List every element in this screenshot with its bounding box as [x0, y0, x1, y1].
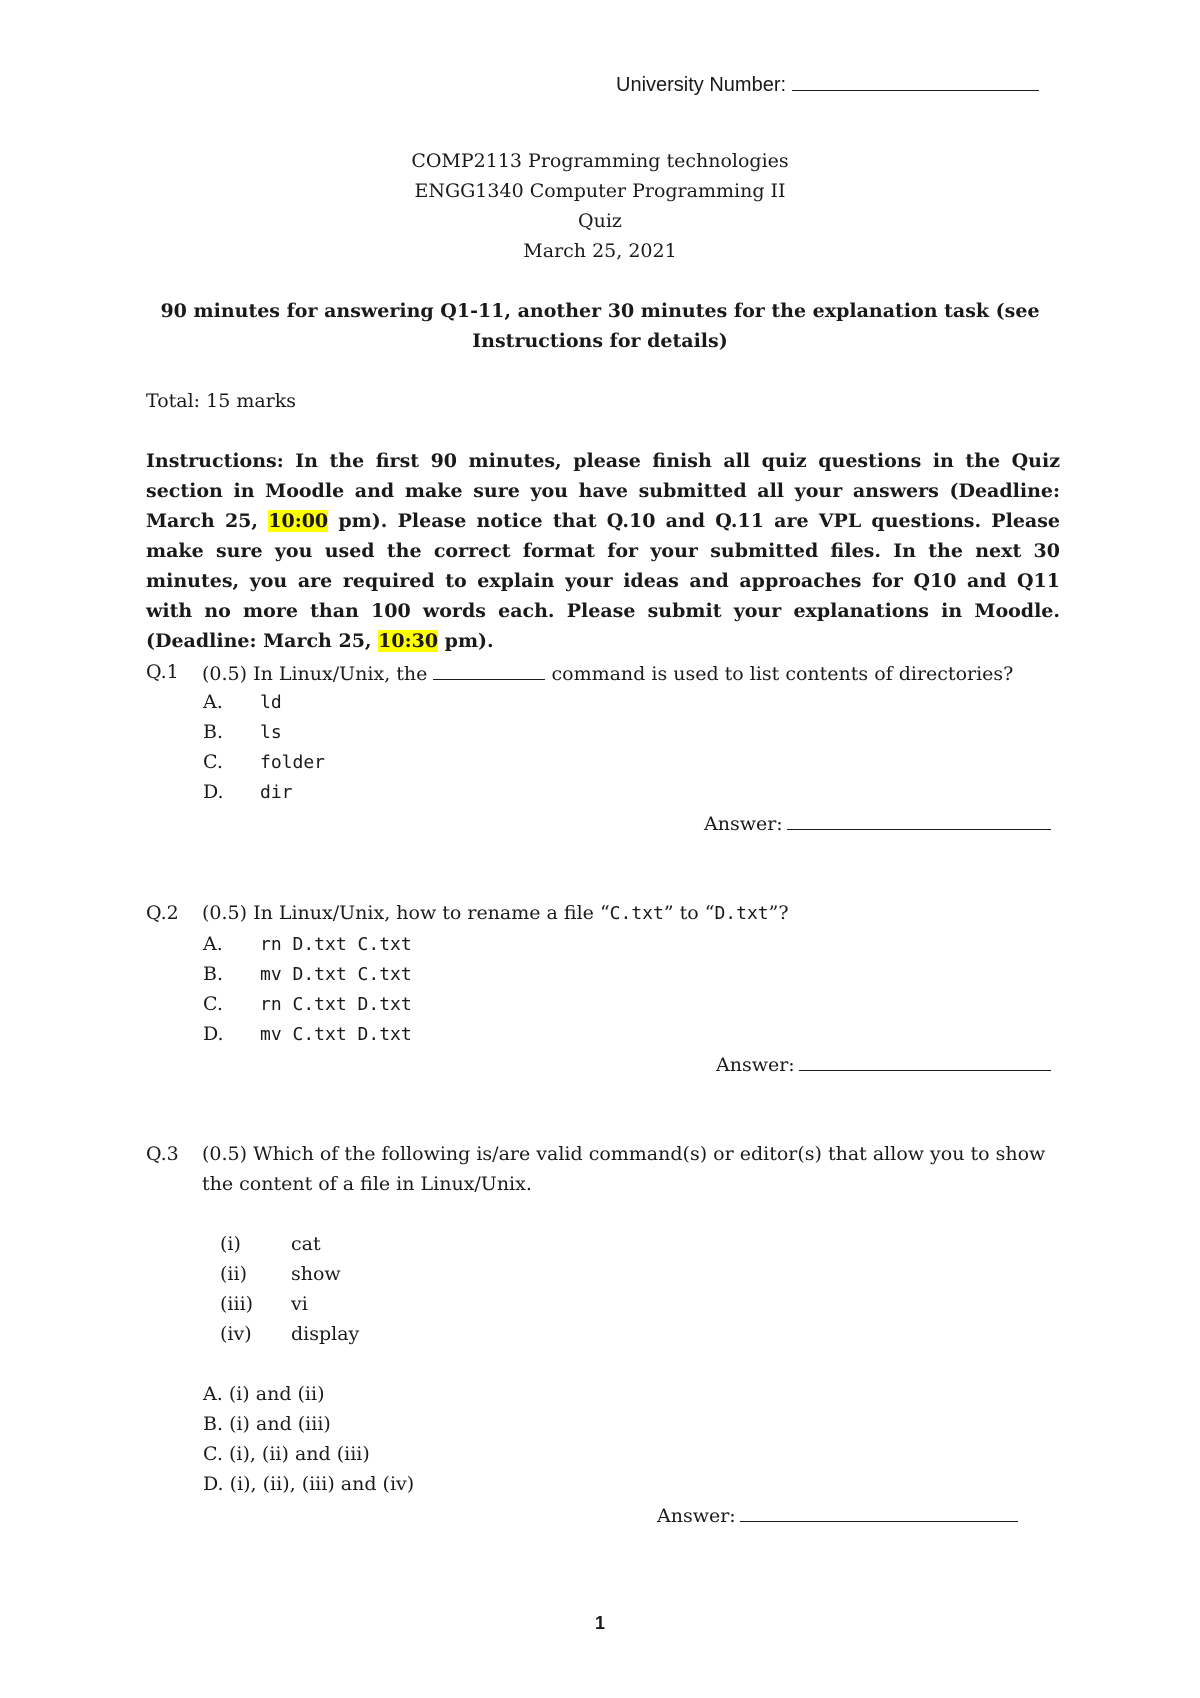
q1-option-d[interactable]: dir: [260, 782, 293, 803]
q3-option-text: (i), (ii) and (iii): [228, 1443, 370, 1465]
q1-option-a[interactable]: ld: [260, 692, 282, 713]
q3-option-text: (i) and (iii): [229, 1413, 331, 1435]
q3-option-letter: C.: [203, 1443, 223, 1465]
page-number: 1: [594, 1613, 605, 1633]
q1-text-before: (0.5) In Linux/Unix, the: [202, 663, 428, 685]
q2-text-before: (0.5) In Linux/Unix, how to rename a file “: [202, 902, 610, 924]
question-text-q3-line-1: (0.5) Which of the following is/are valid command(s) or editor(s) that allow you to show: [202, 1143, 1046, 1165]
q3-option-letter: B.: [203, 1413, 224, 1435]
q2-text-after: ”?: [768, 902, 789, 924]
q1-answer-blank[interactable]: [787, 811, 1051, 830]
assessment-type: Quiz: [578, 210, 622, 232]
q3-option-c[interactable]: [203, 1443, 370, 1465]
q2-option-letter: D.: [203, 1023, 224, 1045]
timing-line-1: 90 minutes for answering Q1-11, another 30 minutes for the explanation task (see: [160, 300, 1040, 322]
q2-code-source: C.txt: [609, 903, 664, 924]
q2-option-c[interactable]: rn C.txt D.txt: [260, 994, 412, 1015]
q1-option-letter: A.: [203, 691, 223, 713]
q3-option-a[interactable]: [203, 1383, 325, 1405]
instructions-part-1: Instructions: In the first 90 minutes, please finish all quiz questions in the Quiz section in Moodle and make sure you have submitted all your answers (Deadline: March 25,: [146, 450, 1060, 532]
q3-option-letter: A.: [203, 1383, 223, 1405]
question-text-q1: [202, 661, 1013, 685]
q3-item-numeral: (i): [220, 1233, 241, 1255]
q2-answer-label: Answer:: [716, 1054, 795, 1076]
q3-answer-field: [657, 1503, 1018, 1527]
q1-text-after: command is used to list contents of directories?: [551, 663, 1014, 685]
q2-option-b[interactable]: mv D.txt C.txt: [260, 964, 412, 985]
q3-option-text: (i), (ii), (iii) and (iv): [229, 1473, 415, 1495]
q2-answer-blank[interactable]: [799, 1052, 1051, 1071]
deadline-highlight-1000: 10:00: [268, 510, 329, 532]
q1-option-c[interactable]: folder: [260, 752, 326, 773]
course-title-comp2113: COMP2113 Programming technologies: [411, 150, 789, 172]
q2-answer-field: [716, 1052, 1051, 1076]
q3-answer-label: Answer:: [657, 1505, 736, 1527]
q3-item-cat: cat: [291, 1233, 321, 1255]
timing-line-2: Instructions for details): [472, 330, 728, 352]
q3-option-text: (i) and (ii): [228, 1383, 325, 1405]
q2-text-mid: ” to “: [663, 902, 715, 924]
q2-code-target: D.txt: [714, 903, 769, 924]
question-number-q2: Q.2: [146, 902, 179, 924]
q3-answer-blank[interactable]: [740, 1503, 1018, 1522]
q1-option-letter: B.: [203, 721, 224, 743]
university-number-blank[interactable]: [792, 72, 1039, 91]
question-text-q2: [202, 902, 789, 924]
university-number-label: University Number:: [616, 74, 787, 96]
assessment-date: March 25, 2021: [523, 240, 677, 262]
q1-option-letter: D.: [203, 781, 224, 803]
q3-item-vi: vi: [291, 1293, 308, 1315]
total-marks: Total: 15 marks: [146, 390, 297, 412]
q2-option-a[interactable]: rn D.txt C.txt: [260, 934, 412, 955]
q1-blank-line: [433, 661, 545, 680]
deadline-highlight-1030: 10:30: [378, 630, 439, 652]
q3-item-numeral: (iii): [220, 1293, 254, 1315]
instructions-part-2: pm). Please notice that Q.10 and Q.11 are VPL questions. Please make sure you used the correct format for your submitted files. In the next 30 minutes, you are required to explain your ideas and approaches for Q10 and Q11 with no more than 100 words each. Please submit your explanations in Moodle. (Deadline: March 25,: [146, 510, 1061, 652]
instructions-paragraph: [146, 446, 1060, 656]
q1-answer-label: Answer:: [704, 813, 783, 835]
q2-option-letter: B.: [203, 963, 224, 985]
q3-item-display: display: [291, 1323, 360, 1345]
q2-option-d[interactable]: mv C.txt D.txt: [260, 1024, 412, 1045]
question-number-q3: Q.3: [146, 1143, 179, 1165]
question-number-q1: Q.1: [146, 661, 179, 683]
q2-option-letter: C.: [203, 993, 223, 1015]
q3-item-numeral: (ii): [220, 1263, 247, 1285]
q3-option-letter: D.: [203, 1473, 224, 1495]
instructions-part-3: pm).: [438, 630, 494, 652]
course-title-engg1340: ENGG1340 Computer Programming II: [414, 180, 786, 202]
q3-option-b[interactable]: [203, 1413, 331, 1435]
q1-option-b[interactable]: ls: [260, 722, 282, 743]
q1-answer-field: [704, 811, 1051, 835]
q3-option-d[interactable]: [203, 1473, 414, 1495]
q1-option-letter: C.: [203, 751, 223, 773]
q2-option-letter: A.: [203, 933, 223, 955]
question-text-q3-line-2: the content of a file in Linux/Unix.: [202, 1173, 532, 1195]
q3-item-numeral: (iv): [220, 1323, 252, 1345]
university-number-field: [616, 72, 1039, 97]
q3-item-show: show: [291, 1263, 341, 1285]
